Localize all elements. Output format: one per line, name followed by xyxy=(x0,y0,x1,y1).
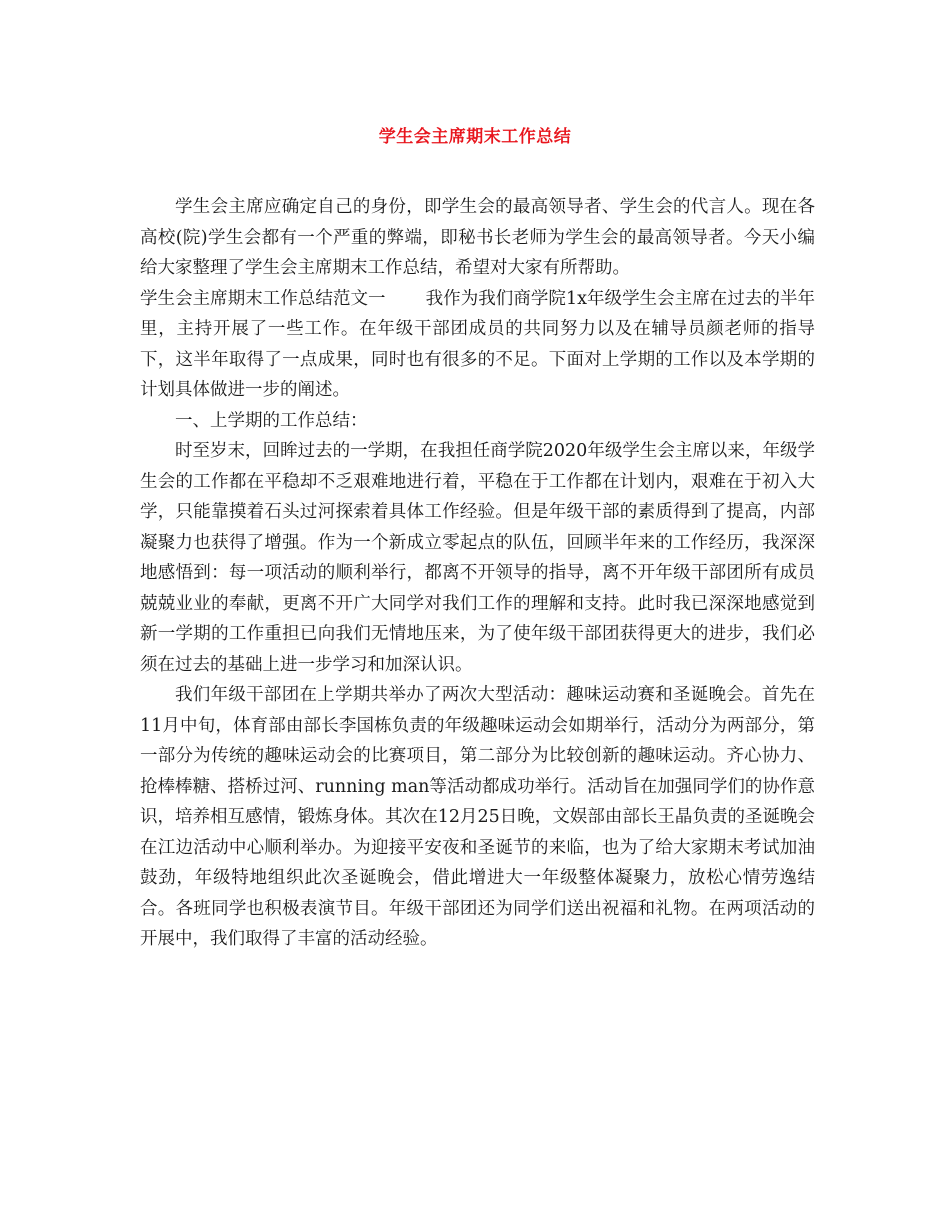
body-paragraph-2: 我们年级干部团在上学期共举办了两次大型活动：趣味运动赛和圣诞晚会。首先在11月中旬，体育部由部长李国栋负责的年级趣味运动会如期举行，活动分为两部分，第一部分为传统的趣味运动会的比赛项目，第二部分为比较创新的趣味运动。齐心协力、抢棒棒糖、搭桥过河、running man等活动都成功举行。活动旨在加强同学们的协作意识，培养相互感情，锻炼身体。其次在12月25日晚，文娱部由部长王晶负责的圣诞晚会在江边活动中心顺利举办。为迎接平安夜和圣诞节的来临，也为了给大家期末考试加油鼓劲，年级特地组织此次圣诞晚会，借此增进大一年级整体凝聚力，放松心情劳逸结合。各班同学也积极表演节目。年级干部团还为同学们送出祝福和礼物。在两项活动的开展中，我们取得了丰富的活动经验。 xyxy=(140,685,815,949)
section-heading: 一、上学期的工作总结： xyxy=(175,410,368,431)
body-paragraph-1: 时至岁末，回眸过去的一学期，在我担任商学院2020年级学生会主席以来，年级学生会的工作都在平稳却不乏艰难地进行着，平稳在于工作都在计划内，艰难在于初入大学，只能靠摸着石头过河探索着具体工作经验。但是年级干部的素质得到了提高，内部凝聚力也获得了增强。作为一个新成立零起点的队伍，回顾半年来的工作经历，我深深地感悟到：每一项活动的顺利举行，都离不开领导的指导，离不开年级干部团所有成员兢兢业业的奉献，更离不开广大同学对我们工作的理解和支持。此时我已深深地感觉到新一学期的工作重担已向我们无情地压来，为了使年级干部团获得更大的进步，我们必须在过去的基础上进一步学习和加深认识。 xyxy=(140,441,815,675)
sample-text: 我作为我们商学院1x年级学生会主席在过去的半年里，主持开展了一些工作。在年级干部团成员的共同努力以及在辅导员颜老师的指导下，这半年取得了一点成果，同时也有很多的不足。下面对上学期的工作以及本学期的计划具体做进一步的阐述。 xyxy=(140,288,815,400)
intro-paragraph: 学生会主席应确定自己的身份，即学生会的最高领导者、学生会的代言人。现在各高校(院)学生会都有一个严重的弊端，即秘书长老师为学生会的最高领导者。今天小编给大家整理了学生会主席期末工作总结，希望对大家有所帮助。 xyxy=(140,197,815,278)
sample-paragraph xyxy=(140,284,815,406)
document-body xyxy=(140,192,815,955)
document-title: 学生会主席期末工作总结 xyxy=(378,127,572,147)
sample-heading: 学生会主席期末工作总结范文一 xyxy=(140,288,386,309)
